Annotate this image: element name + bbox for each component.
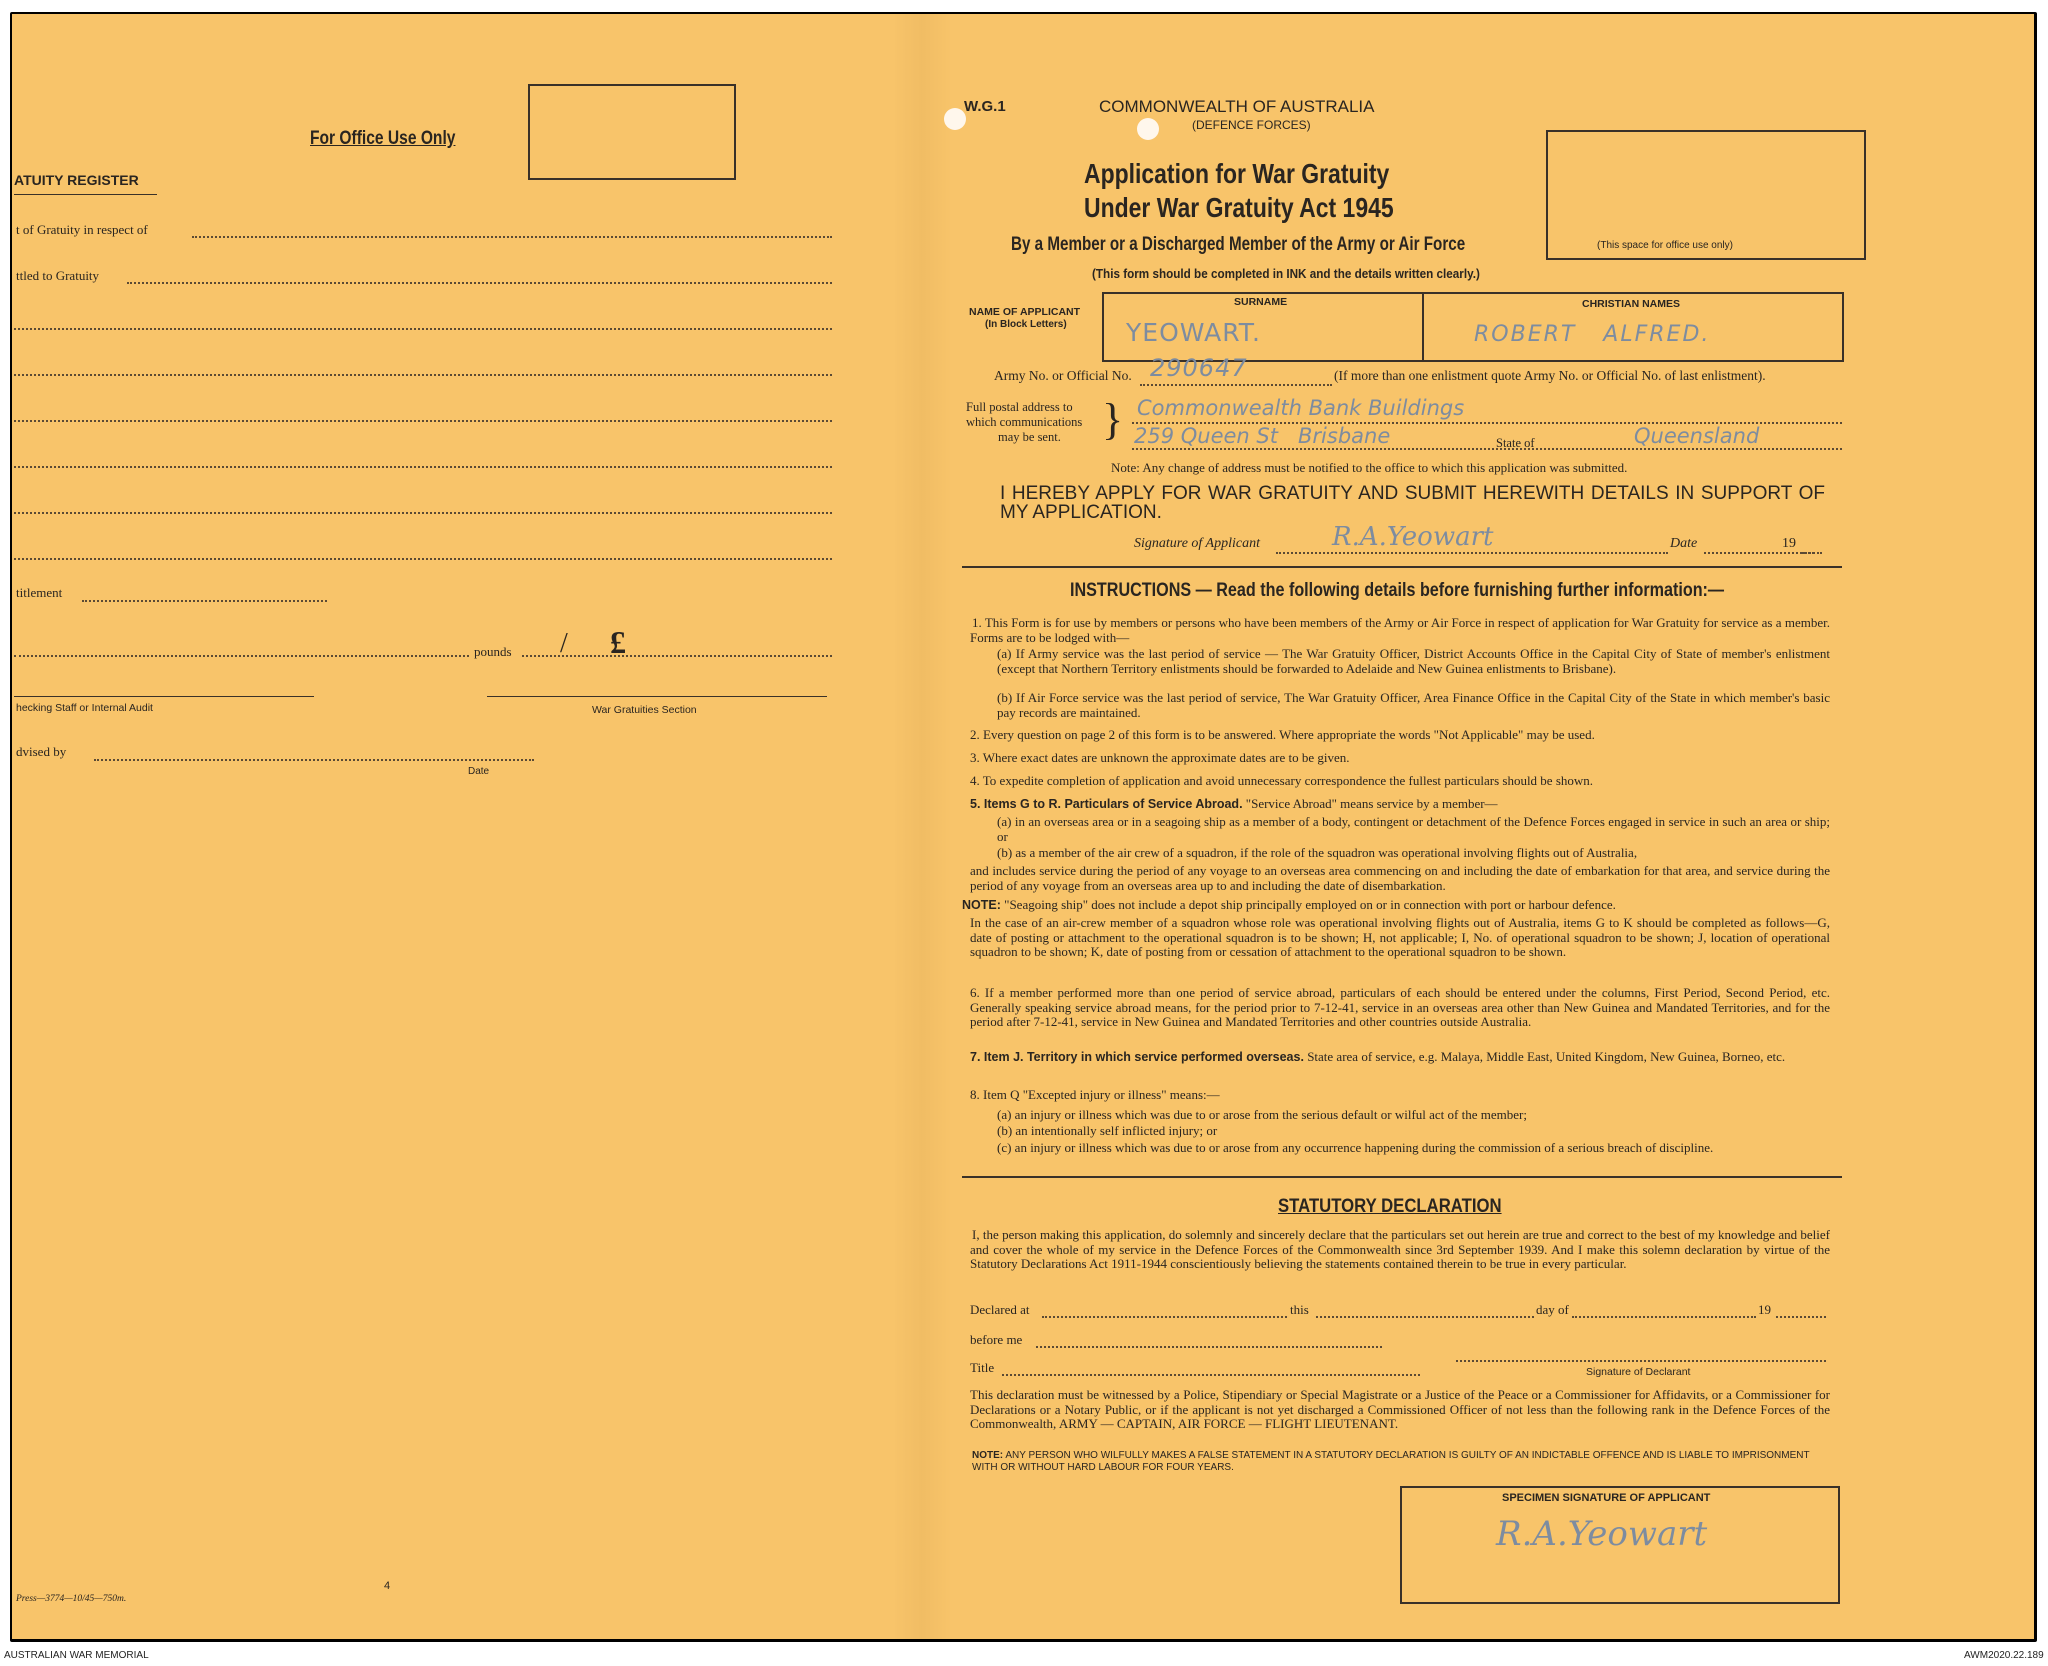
instruction-7 — [970, 1050, 1830, 1065]
address-line-2 — [1132, 448, 1842, 450]
statutory-top-rule — [962, 1176, 1842, 1178]
this-line — [1316, 1316, 1534, 1318]
print-reference: Press—3774—10/45—750m. — [16, 1594, 127, 1604]
blank-line-4 — [14, 466, 832, 468]
blank-line-6 — [14, 558, 832, 560]
army-no-line — [1140, 384, 1332, 386]
instruction-5 — [970, 797, 1830, 812]
blank-line-3 — [14, 420, 832, 422]
form-subtitle: By a Member or a Discharged Member of the Army or Air Force — [1011, 234, 1466, 255]
declarant-signature-line — [1456, 1360, 1826, 1362]
blank-line-5 — [14, 512, 832, 514]
note-aircrew: In the case of an air-crew member of a squadron whose role was operational involving flights out of Australia, items G to K should be completed as follows—G, date of posting or attachment to the operational squadron is to be shown; H, not applicable; I, No. of operational squadron to be shown; J, location of operational squadron to be shown; K, date of posting from or cessation of attachment to the operational squadron to be shown. — [970, 915, 1830, 959]
instruction-5-heading: 5. Items G to R. Particulars of Service Abroad. — [970, 797, 1243, 811]
amount-slash: / — [560, 628, 568, 659]
declared-year-line — [1776, 1316, 1826, 1318]
christian-names-label: CHRISTIAN NAMES — [1582, 298, 1681, 310]
instruction-7-heading: 7. Item J. Territory in which service performed overseas. — [970, 1050, 1304, 1064]
address-line-2-value: 259 Queen St Brisbane — [1134, 424, 1391, 448]
statutory-heading: STATUTORY DECLARATION — [1278, 1196, 1502, 1217]
instruction-8b: (b) an intentionally self inflicted injury; or — [997, 1123, 1218, 1138]
specimen-signature-label: SPECIMEN SIGNATURE OF APPLICANT — [1502, 1492, 1711, 1504]
blank-line-2 — [14, 374, 832, 376]
entitlement-line — [82, 600, 327, 602]
declared-at-label: Declared at — [970, 1302, 1030, 1317]
applicant-signature: R.A.Yeowart — [1332, 522, 1494, 552]
checking-rule — [14, 696, 314, 697]
checking-staff-label: hecking Staff or Internal Audit — [16, 702, 153, 714]
state-value: Queensland — [1634, 424, 1760, 448]
instruction-5-text: "Service Abroad" means service by a member— — [1245, 796, 1498, 811]
army-no-value: 290647 — [1150, 354, 1248, 382]
year-line — [1802, 552, 1822, 554]
signature-line — [1276, 552, 1668, 554]
false-statement-warning — [972, 1450, 1832, 1474]
army-no-note: (If more than one enlistment quote Army No. or Official No. of last enlistment). — [1334, 368, 1766, 383]
address-label-3: may be sent. — [998, 430, 1061, 444]
country-title: COMMONWEALTH OF AUSTRALIA — [1099, 97, 1375, 116]
instruction-4: 4. To expedite completion of application and avoid unnecessary correspondence the fullest particulars should be shown. — [970, 773, 1594, 788]
punch-hole-2 — [1137, 118, 1159, 140]
fold-shadow — [892, 14, 952, 1639]
page-number: 4 — [384, 1580, 391, 1592]
advised-date-label: Date — [468, 766, 490, 777]
date-line — [1704, 552, 1814, 554]
instruction-1: 1. This Form is for use by members or persons who have been members of the Army or Air Force in respect of application for War Gratuity for service as a member. Forms are to be lodged with— — [970, 615, 1830, 645]
blank-line-1 — [14, 328, 832, 330]
instruction-1a: (a) If Army service was the last period of service — The War Gratuity Officer, District Accounts Office in the Capital City of State of member's enlistment (except that Northern Territory enlistments should be forwarded to Adelaide and New Guinea enlistments to Brisbane). — [997, 646, 1830, 676]
form-sheet — [12, 14, 2034, 1639]
application-declaration: I HEREBY APPLY FOR WAR GRATUITY AND SUBMIT HEREWITH DETAILS IN SUPPORT OF MY APPLICATION. — [1000, 483, 1825, 523]
day-of-line — [1572, 1316, 1756, 1318]
false-statement-text: ANY PERSON WHO WILFULLY MAKES A FALSE STATEMENT IN A STATUTORY DECLARATION IS GUILTY OF AN INDICTABLE OFFENCE AND IS LIABLE TO IMPRISONMENT WITH OR WITHOUT HARD LABOUR FOR FOUR YEARS. — [972, 1450, 1810, 1473]
address-label-1: Full postal address to — [966, 400, 1073, 414]
this-label: this — [1290, 1302, 1309, 1317]
title-label: Title — [970, 1360, 995, 1375]
name-label-2: (In Block Letters) — [985, 319, 1067, 330]
register-rule — [14, 194, 157, 195]
day-of-label: day of — [1536, 1302, 1569, 1317]
register-title: ATUITY REGISTER — [14, 172, 139, 188]
address-line-1-value: Commonwealth Bank Buildings — [1137, 396, 1465, 420]
signature-label: Signature of Applicant — [1134, 536, 1260, 551]
gratuity-respect-line — [192, 236, 832, 238]
address-note: Note: Any change of address must be notified to the office to which this application was submitted. — [1111, 460, 1628, 475]
declared-at-line — [1042, 1316, 1287, 1318]
form-title-1: Application for War Gratuity — [1084, 158, 1390, 189]
instructions-heading: INSTRUCTIONS — Read the following details before furnishing further information:— — [1070, 580, 1725, 601]
pounds-label: pounds — [474, 644, 512, 659]
note-seagoing-text: "Seagoing ship" does not include a depot ship principally employed on or in connection with port or harbour defence. — [1004, 897, 1616, 912]
document-frame — [10, 12, 2037, 1642]
ink-note: (This form should be completed in INK and the details written clearly.) — [1092, 266, 1480, 281]
before-me-line — [1036, 1346, 1382, 1348]
title-line — [1002, 1374, 1420, 1376]
instruction-5c: and includes service during the period of any voyage to an overseas area commencing on and including the date of embarkation for that area, and service during the period of any voyage from an overseas area up to and including the date of disembarkation. — [970, 863, 1830, 893]
christian-names-value: ROBERT ALFRED. — [1474, 322, 1711, 347]
war-gratuities-label: War Gratuities Section — [592, 704, 697, 716]
instruction-1b: (b) If Air Force service was the last period of service, The War Gratuity Officer, Area Finance Office in the Capital City of the State in which member's basic pay records are maintained. — [997, 690, 1830, 720]
year-prefix: 19 — [1782, 536, 1796, 551]
date-label: Date — [1670, 536, 1698, 551]
instruction-5a: (a) in an overseas area or in a seagoing ship as a member of a body, contingent or detachment of the Defence Forces engaged in service in such an area or ship; or — [997, 814, 1830, 844]
army-no-label: Army No. or Official No. — [994, 368, 1132, 383]
instruction-8: 8. Item Q "Excepted injury or illness" means:— — [970, 1087, 1220, 1102]
war-gratuities-rule — [487, 696, 827, 697]
false-statement-label: NOTE: — [972, 1450, 1004, 1461]
before-me-label: before me — [970, 1332, 1023, 1347]
form-title-2: Under War Gratuity Act 1945 — [1084, 192, 1394, 223]
instruction-3: 3. Where exact dates are unknown the approximate dates are to be given. — [970, 750, 1350, 765]
pounds-line — [522, 655, 832, 657]
note-seagoing-label: NOTE: — [962, 898, 1001, 912]
statutory-text: I, the person making this application, do solemnly and sincerely declare that the particulars set out herein are true and correct to the best of my knowledge and belief and cover the whole of my service in the Defence Forces of the Commonwealth since 3rd September 1939. And I make this solemn declaration by virtue of the Statutory Declarations Act 1911-1944 conscientiously believing the statements contained therein to be true in every particular. — [970, 1227, 1830, 1271]
instruction-2: 2. Every question on page 2 of this form is to be answered. Where appropriate the words "Not Applicable" may be used. — [970, 727, 1595, 742]
punch-hole-1 — [944, 108, 966, 130]
instruction-8a: (a) an injury or illness which was due to or arose from the serious default or wilful act of the member; — [997, 1107, 1527, 1122]
footer-accession-number: AWM2020.22.189 — [1964, 1650, 2044, 1661]
address-brace: } — [1102, 395, 1124, 444]
amount-line — [14, 655, 469, 657]
specimen-signature: R.A.Yeowart — [1496, 1514, 1708, 1554]
address-label-2: which communications — [966, 415, 1083, 429]
entitlement-label: titlement — [16, 585, 63, 600]
instructions-top-rule — [962, 566, 1842, 568]
forces-subtitle: (DEFENCE FORCES) — [1192, 118, 1311, 132]
witness-text: This declaration must be witnessed by a Police, Stipendiary or Special Magistrate or a Justice of the Peace or a Commissioner for Affidavits, or a Commissioner for Declarations or a Notary Public, or if the applicant is not yet discharged a Commissioned Officer of not less than the following rank in the Defence Forces of the Commonwealth, ARMY — CAPTAIN, AIR FORCE — FLIGHT LIEUTENANT. — [970, 1387, 1830, 1431]
declared-year: 19 — [1758, 1302, 1771, 1317]
state-label: State of — [1496, 436, 1535, 450]
surname-label: SURNAME — [1234, 296, 1288, 308]
entitled-line — [127, 282, 832, 284]
gratuity-respect-label: t of Gratuity in respect of — [16, 222, 148, 237]
instruction-8c: (c) an injury or illness which was due to or arose from any occurrence happening during the commission of a serious breach of discipline. — [997, 1140, 1714, 1155]
name-label-1: NAME OF APPLICANT — [969, 306, 1081, 318]
surname-value: YEOWART. — [1126, 318, 1262, 347]
footer-archive-name: AUSTRALIAN WAR MEMORIAL — [4, 1650, 149, 1661]
advised-by-line — [94, 759, 534, 761]
name-box-divider — [1422, 292, 1424, 360]
declarant-signature-label: Signature of Declarant — [1586, 1366, 1691, 1378]
pound-sign: £ — [610, 624, 626, 660]
note-seagoing — [962, 898, 1830, 913]
advised-by-label: dvised by — [16, 744, 67, 759]
instruction-5b: (b) as a member of the air crew of a squadron, if the role of the squadron was operational involving flights out of Australia, — [997, 845, 1638, 860]
office-use-box-caption: (This space for office use only) — [1597, 240, 1733, 251]
form-code: W.G.1 — [964, 98, 1006, 115]
entitled-label: ttled to Gratuity — [16, 268, 100, 283]
office-use-label: For Office Use Only — [310, 128, 456, 149]
instruction-6: 6. If a member performed more than one period of service abroad, particulars of each should be entered under the columns, First Period, Second Period, etc. Generally speaking service abroad means, for the period prior to 7-12-41, service in an overseas area other than New Guinea and Mandated Territories, and for the period after 7-12-41, service in New Guinea and Mandated Territories and other countries outside Australia. — [970, 985, 1830, 1029]
office-use-box-left — [528, 84, 736, 180]
instruction-7-text: State area of service, e.g. Malaya, Middle East, United Kingdom, New Guinea, Borneo, etc. — [1307, 1049, 1786, 1064]
